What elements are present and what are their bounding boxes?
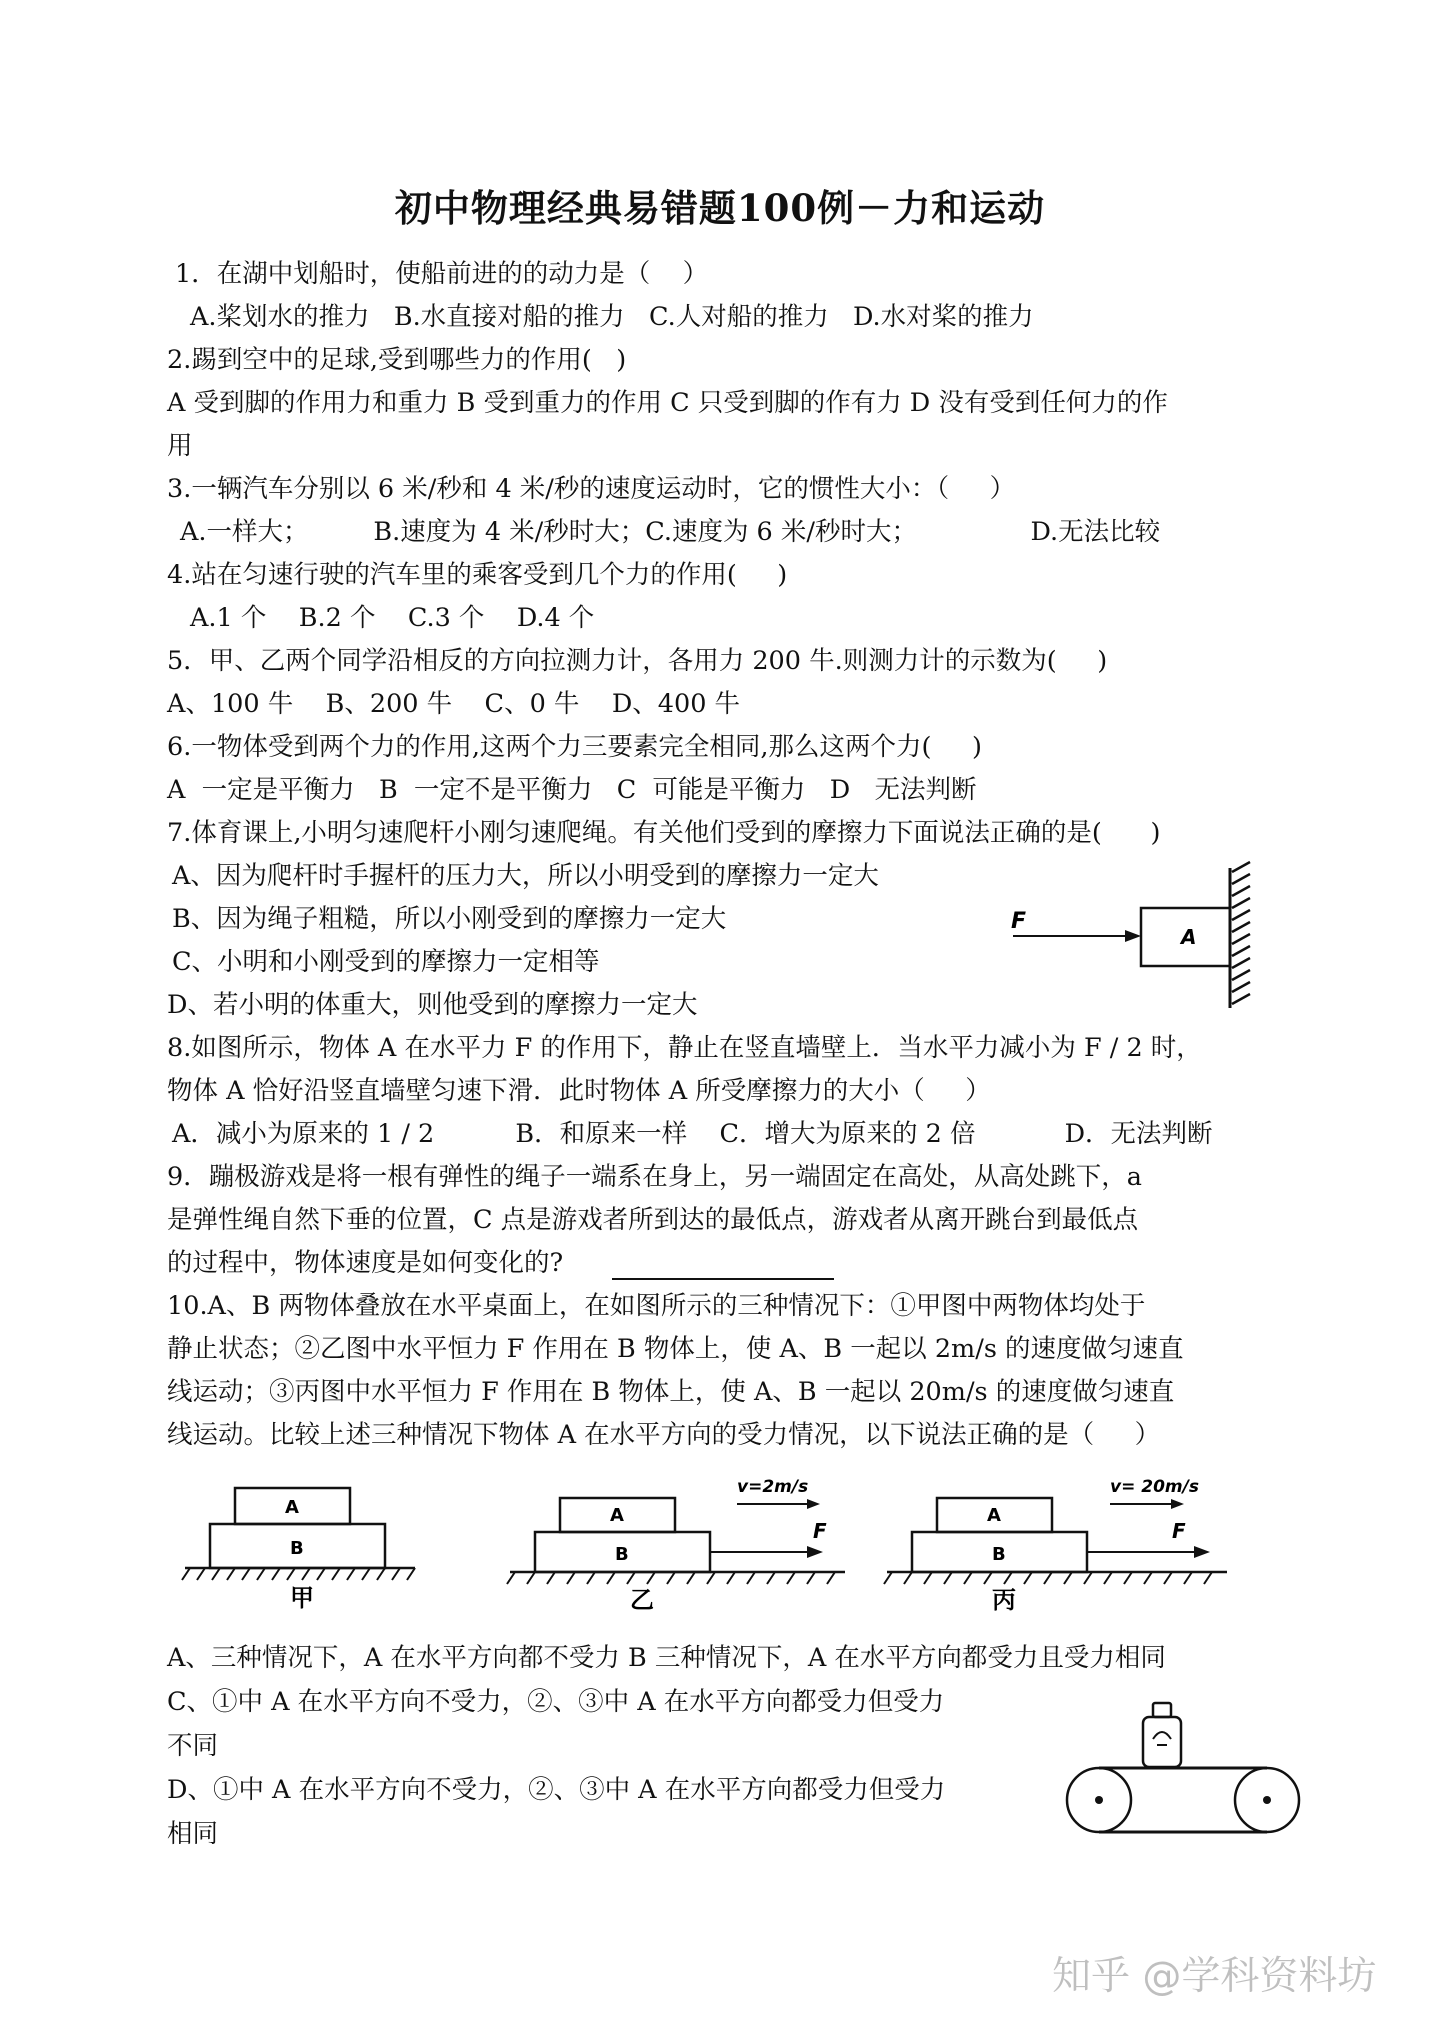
q9-stem-end: 的过程中，物体速度是如何变化的? xyxy=(167,1248,564,1278)
q10-option-c-cont: 不同 xyxy=(167,1731,219,1761)
q10-stem-3: 线运动；③丙图中水平恒力 F 作用在 B 物体上，使 A、B 一起以 20m/s 的速度做匀速直 xyxy=(167,1377,1175,1407)
q9-stem-cont: 是弹性绳自然下垂的位置，C 点是游戏者所到达的最低点，游戏者从离开跳台到最低点 xyxy=(167,1205,1139,1235)
q10-option-a-b: A、三种情况下，A 在水平方向都不受力 B 三种情况下，A 在水平方向都受力且受力相同 xyxy=(167,1643,1166,1673)
blocks-diagram-jia xyxy=(180,1476,420,1626)
q5-stem: 5．甲、乙两个同学沿相反的方向拉测力计，各用力 200 牛.则测力计的示数为( ) xyxy=(167,646,1108,676)
block-a-label: A xyxy=(1181,925,1197,949)
speed-label: v=2m/s xyxy=(737,1477,809,1497)
blocks-diagram-bing xyxy=(882,1476,1242,1626)
page-title: 初中物理经典易错题100例－力和运动 xyxy=(394,186,1046,230)
q6-options: A 一定是平衡力 B 一定不是平衡力 C 可能是平衡力 D 无法判断 xyxy=(167,775,977,805)
q5-options: A、100 牛 B、200 牛 C、0 牛 D、400 牛 xyxy=(167,689,741,719)
q7-option-d: D、若小明的体重大，则他受到的摩擦力一定大 xyxy=(167,990,698,1020)
q7-option-a: A、因为爬杆时手握杆的压力大，所以小明受到的摩擦力一定大 xyxy=(172,861,879,891)
q4-options: A.1 个 B.2 个 C.3 个 D.4 个 xyxy=(190,603,595,633)
q9-stem: 9．蹦极游戏是将一根有弹性的绳子一端系在身上，另一端固定在高处，从高处跳下，a xyxy=(167,1162,1142,1192)
q10-stem-4: 线运动。比较上述三种情况下物体 A 在水平方向的受力情况，以下说法正确的是（ ） xyxy=(167,1420,1161,1450)
q8-options: A．减小为原来的 1 / 2 B．和原来一样 C．增大为原来的 2 倍 D．无法判断 xyxy=(172,1119,1213,1149)
speed-label: v= 20m/s xyxy=(1110,1477,1199,1497)
q6-stem: 6.一物体受到两个力的作用,这两个力三要素完全相同,那么这两个力( ) xyxy=(167,732,982,762)
q1-options: A.桨划水的推力 B.水直接对船的推力 C.人对船的推力 D.水对桨的推力 xyxy=(190,302,1034,332)
q2-options-cont: 用 xyxy=(167,431,193,461)
q10-stem: 10.A、B 两物体叠放在水平桌面上，在如图所示的三种情况下：①甲图中两物体均处于 xyxy=(167,1291,1146,1321)
q4-stem: 4.站在匀速行驶的汽车里的乘客受到几个力的作用( ) xyxy=(167,560,788,590)
force-f-label: F xyxy=(1011,909,1027,934)
blocks-diagram-yi xyxy=(505,1476,865,1626)
block-a-label: A xyxy=(610,1505,624,1526)
q9-answer-blank xyxy=(612,1278,834,1280)
force-f-label: F xyxy=(1172,1519,1186,1543)
q3-options: A.一样大； B.速度为 4 米/秒时大；C.速度为 6 米/秒时大； D.无法比较 xyxy=(180,517,1161,547)
q7-stem: 7.体育课上,小明匀速爬杆小刚匀速爬绳。有关他们受到的摩擦力下面说法正确的是( ) xyxy=(167,818,1161,848)
caption-yi: 乙 xyxy=(630,1586,654,1614)
q10-option-d: D、①中 A 在水平方向不受力，②、③中 A 在水平方向都受力但受力 xyxy=(167,1775,946,1805)
wall-force-diagram xyxy=(995,860,1270,1015)
block-a-label: A xyxy=(987,1505,1001,1526)
q10-stem-2: 静止状态；②乙图中水平恒力 F 作用在 B 物体上，使 A、B 一起以 2m/s 的速度做匀速直 xyxy=(167,1334,1184,1364)
block-b-label: B xyxy=(615,1544,629,1565)
q3-stem: 3.一辆汽车分别以 6 米/秒和 4 米/秒的速度运动时，它的惯性大小：（ ） xyxy=(167,474,1016,504)
q1-stem: 1．在湖中划船时，使船前进的的动力是（ ） xyxy=(175,259,709,289)
q2-stem: 2.踢到空中的足球,受到哪些力的作用( ) xyxy=(167,345,627,375)
q10-option-d-cont: 相同 xyxy=(167,1819,219,1849)
caption-bing: 丙 xyxy=(992,1586,1016,1614)
caption-jia: 甲 xyxy=(290,1584,314,1612)
q10-option-c: C、①中 A 在水平方向不受力，②、③中 A 在水平方向都受力但受力 xyxy=(167,1687,945,1717)
conveyor-belt-diagram xyxy=(1065,1695,1305,1845)
watermark: 知乎 @学科资料坊 xyxy=(1052,1954,1377,1999)
block-b-label: B xyxy=(290,1538,304,1559)
q7-option-c: C、小明和小刚受到的摩擦力一定相等 xyxy=(172,947,600,977)
block-b-label: B xyxy=(992,1544,1006,1565)
q2-options: A 受到脚的作用力和重力 B 受到重力的作用 C 只受到脚的作有力 D 没有受到任何力的作 xyxy=(167,388,1168,418)
q8-stem-cont: 物体 A 恰好沿竖直墙壁匀速下滑．此时物体 A 所受摩擦力的大小（ ） xyxy=(167,1076,991,1106)
q8-stem: 8.如图所示，物体 A 在水平力 F 的作用下，静止在竖直墙壁上．当水平力减小为 F / 2 时， xyxy=(167,1033,1202,1063)
q7-option-b: B、因为绳子粗糙，所以小刚受到的摩擦力一定大 xyxy=(172,904,727,934)
force-f-label: F xyxy=(813,1519,827,1543)
block-a-label: A xyxy=(285,1497,299,1518)
